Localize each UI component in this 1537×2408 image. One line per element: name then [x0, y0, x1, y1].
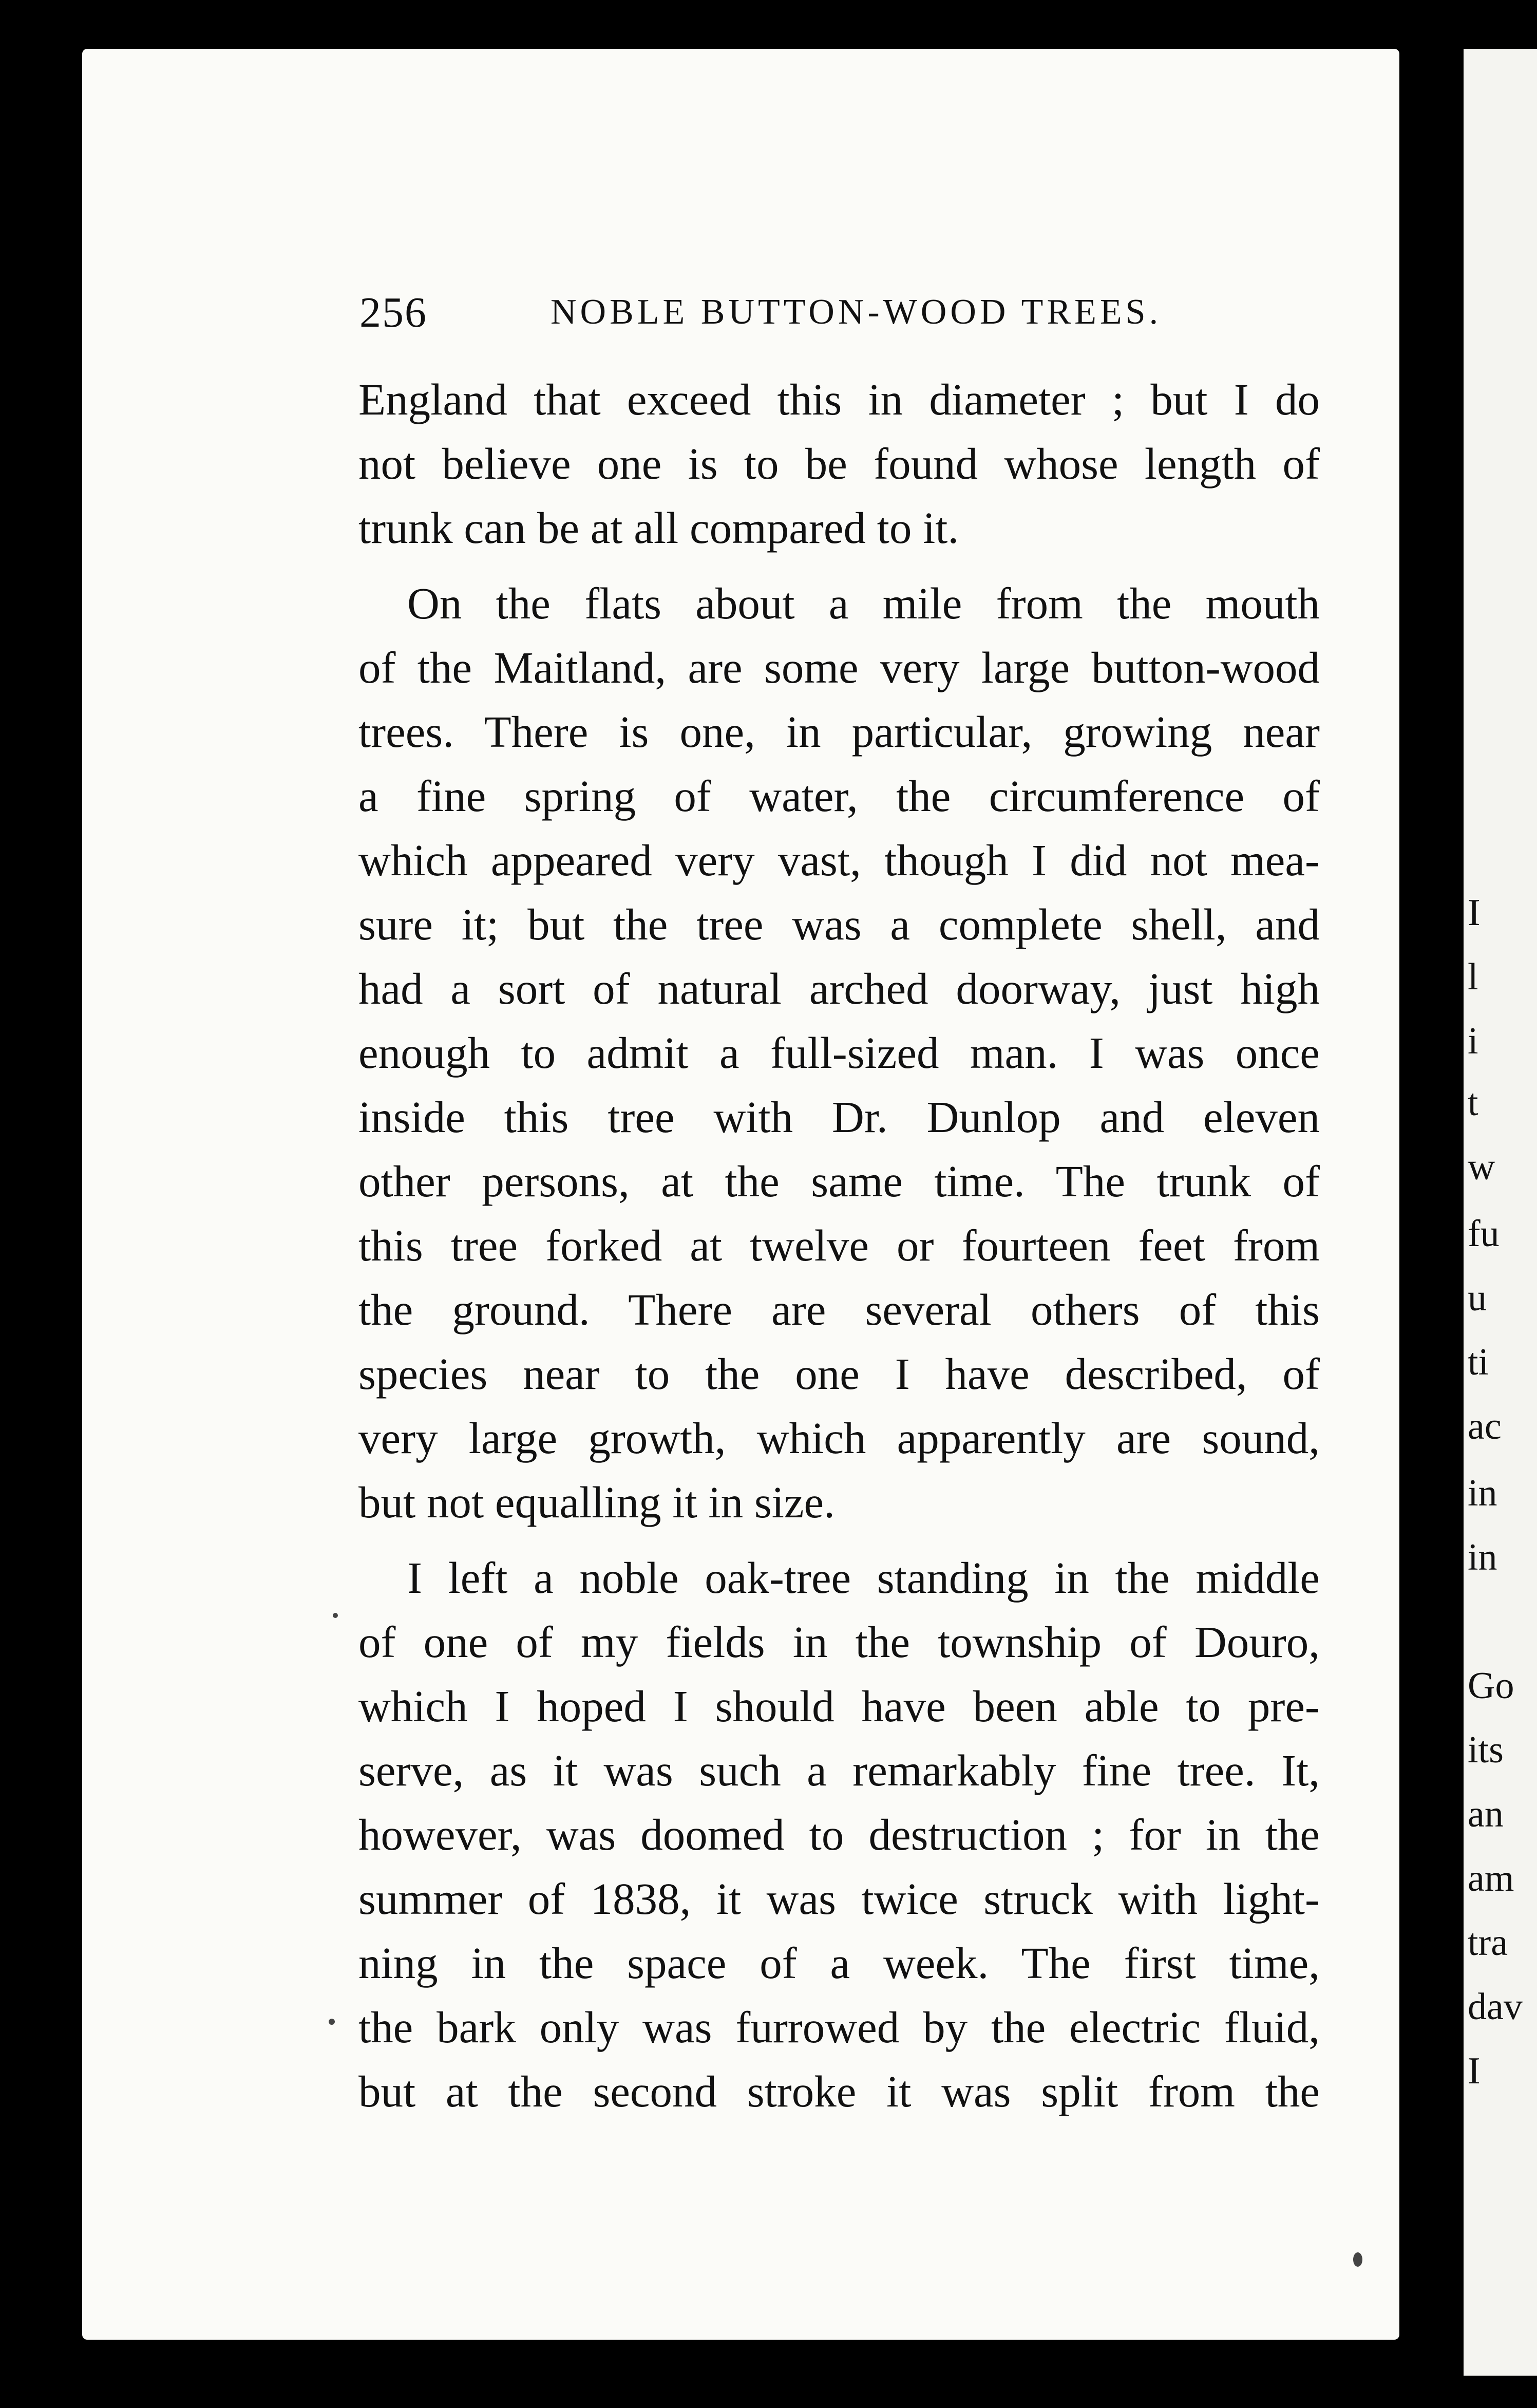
- facing-page-fragment: fu: [1468, 1213, 1500, 1255]
- text-line: which I hoped I should have been able to pre-: [358, 1681, 1320, 1731]
- text-line: a fine spring of water, the circumference of: [358, 771, 1320, 821]
- text-line: of the Maitland, are some very large button-wood: [358, 643, 1320, 692]
- facing-page-fragment: ti: [1468, 1341, 1489, 1383]
- facing-page-fragment: dav: [1468, 1986, 1523, 2028]
- facing-page-fragment: Go: [1468, 1665, 1514, 1707]
- text-line: serve, as it was such a remarkably fine tree. It,: [358, 1745, 1320, 1795]
- ink-speck: [1353, 2252, 1362, 2267]
- text-line: the bark only was furrowed by the electric fluid,: [358, 2002, 1320, 2052]
- facing-page-fragment: ac: [1468, 1405, 1502, 1447]
- facing-page-fragment: t: [1468, 1082, 1478, 1124]
- facing-page-fragment: am: [1468, 1857, 1514, 1899]
- text-line: but not equalling it in size.: [358, 1477, 835, 1527]
- facing-page-fragment: in: [1468, 1472, 1497, 1514]
- body-text: [358, 367, 1320, 2123]
- text-line: I left a noble oak-tree standing in the middle: [407, 1553, 1320, 1603]
- text-line: this tree forked at twelve or fourteen feet from: [358, 1220, 1320, 1270]
- ink-speck: [333, 1613, 338, 1618]
- text-line: trunk can be at all compared to it.: [358, 503, 959, 553]
- text-line: however, was doomed to destruction ; for in the: [358, 1810, 1320, 1859]
- text-line: sure it; but the tree was a complete shell, and: [358, 899, 1320, 949]
- text-line: which appeared very vast, though I did not mea-: [358, 835, 1320, 885]
- facing-page-fragment: I: [1468, 2050, 1481, 2092]
- paragraph: [358, 1546, 1320, 2123]
- facing-page-fragment: u: [1468, 1277, 1487, 1319]
- text-line: not believe one is to be found whose length of: [358, 439, 1320, 488]
- text-line: of one of my fields in the township of Douro,: [358, 1617, 1320, 1667]
- running-head: NOBLE BUTTON-WOOD TREES.: [551, 292, 1162, 332]
- page-number: 256: [359, 289, 427, 336]
- text-line: England that exceed this in diameter ; but I do: [358, 374, 1320, 424]
- paragraph: [358, 367, 1320, 560]
- facing-page-edge: [1464, 49, 1537, 2376]
- text-line: had a sort of natural arched doorway, just high: [358, 964, 1320, 1013]
- page-header: [359, 288, 1335, 344]
- text-line: enough to admit a full-sized man. I was once: [358, 1028, 1320, 1078]
- facing-page-fragment: tra: [1468, 1922, 1508, 1964]
- text-line: but at the second stroke it was split from the: [358, 2066, 1320, 2116]
- text-line: On the flats about a mile from the mouth: [407, 578, 1320, 628]
- facing-page-fragment: l: [1468, 956, 1478, 998]
- text-line: inside this tree with Dr. Dunlop and eleven: [358, 1092, 1320, 1142]
- facing-page-fragment: I: [1468, 892, 1481, 934]
- facing-page-fragment: its: [1468, 1729, 1504, 1771]
- facing-page-fragment: w: [1468, 1146, 1495, 1188]
- facing-page-fragment: in: [1468, 1536, 1497, 1578]
- text-line: species near to the one I have described, of: [358, 1349, 1320, 1399]
- text-line: summer of 1838, it was twice struck with light-: [358, 1874, 1320, 1924]
- ink-speck: [329, 2019, 335, 2025]
- facing-page-fragment: an: [1468, 1793, 1504, 1835]
- text-line: trees. There is one, in particular, growing near: [358, 707, 1320, 757]
- paragraph: [358, 571, 1320, 1534]
- text-line: ning in the space of a week. The first time,: [358, 1938, 1320, 1988]
- text-line: other persons, at the same time. The trunk of: [358, 1156, 1320, 1206]
- text-line: the ground. There are several others of this: [358, 1285, 1320, 1334]
- text-line: very large growth, which apparently are sound,: [358, 1413, 1320, 1463]
- facing-page-fragment: i: [1468, 1020, 1478, 1062]
